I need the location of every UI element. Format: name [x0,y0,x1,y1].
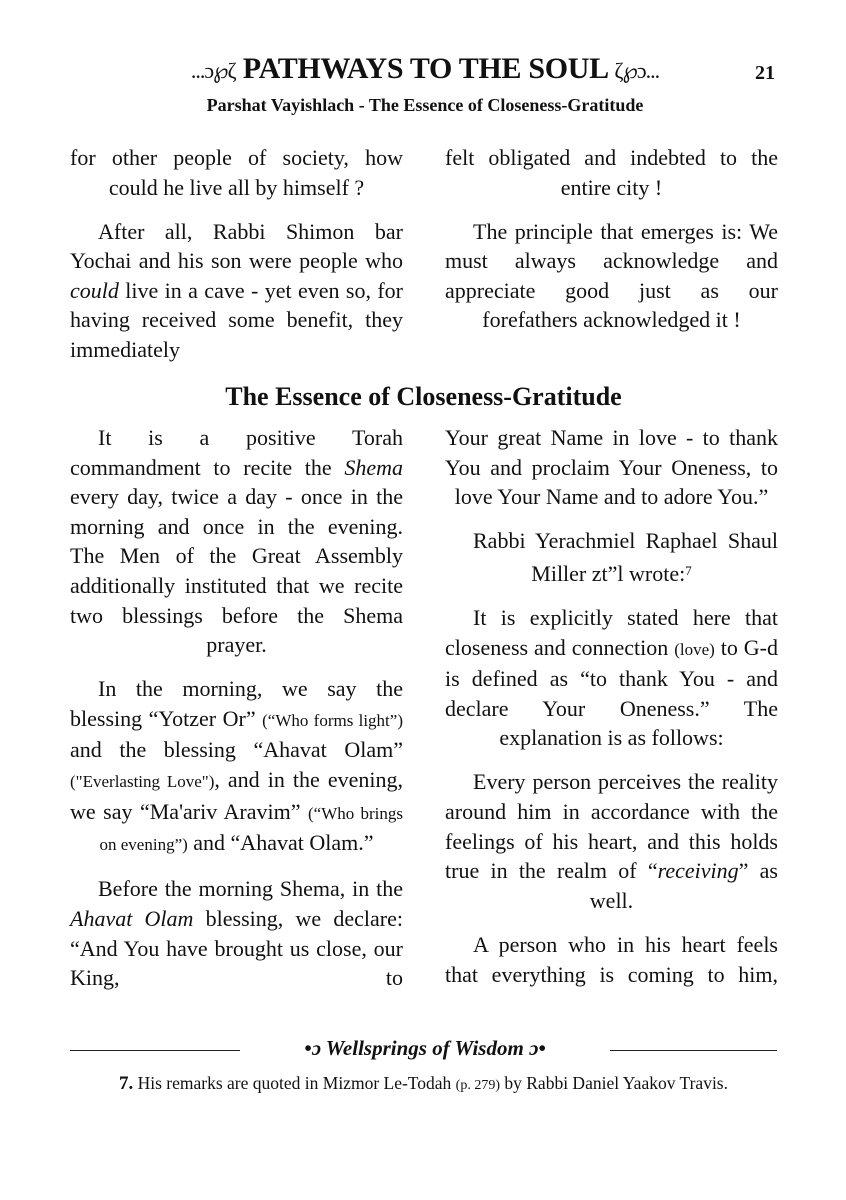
footnote [70,1071,777,1098]
translation: (“Who brings on evening”) [99,803,403,855]
translation: ("Everlasting Love") [70,772,215,792]
emphasis: Shema [344,454,403,480]
chapter-subtitle: Parshat Vayishlach - The Essence of Closeness-Gratitude [206,95,644,115]
text: It is a positive Torah commandment to recite the [70,425,403,480]
aside: (love) [674,639,715,659]
text: by Rabbi Daniel Yaakov Travis. [500,1073,728,1093]
paragraph: for other people of society, how could he live all by himself ? [70,145,403,200]
footnote-number: 7. [118,1073,134,1094]
paragraph [445,526,778,588]
paragraph: The principle that emerges is: We must always acknowledge and appreciate good just as our forefathers acknowledged it ! [445,218,778,333]
text: In the morning, we say the blessing “Yotzer Or” [70,676,403,731]
top-right-column [445,143,778,350]
ornament-left-icon: ...ɔ℘ζ [190,58,236,83]
text: Before the morning Shema, in the [98,876,403,902]
page-number: 21 [755,62,775,84]
text: blessing, we declare: “And You have brought us close, our King, to [70,905,404,991]
paragraph [70,217,403,365]
paragraph [445,603,778,753]
text: every day, twice a day - once in the morning and once in the evening. The Men of the Great Assembly additionally instituted that we recite two blessings before the Shema prayer. [70,484,403,658]
text: and the blessing “Ahavat Olam” [70,737,403,763]
paragraph: A person who in his heart feels that everything is coming to him, [445,931,778,987]
section-heading: The Essence of Closeness-Gratitude [225,382,622,411]
ornament-right-icon: ζ℘ɔ... [614,58,660,83]
text: Every person perceives the reality around him in accordance with the feelings of his heart, and this holds true in the realm of “ [445,769,778,884]
text: It is explicitly stated here that closeness and connection [445,604,778,660]
top-left-column [70,143,403,379]
section-right-column [445,423,778,1004]
running-header [130,52,720,86]
paragraph: Your great Name in love - to thank You and proclaim Your Oneness, to love Your Name and to adore You.” [445,425,778,510]
translation: (“Who forms light”) [262,710,403,730]
page-ref: (p. 279) [455,1078,500,1093]
paragraph [70,874,403,992]
book-title: PATHWAYS TO THE SOUL [242,52,608,85]
paragraph [70,674,403,860]
text: His remarks are quoted in Mizmor Le-Todah [133,1073,456,1093]
text: , and in the evening, we say “Ma'ariv Aravim” [70,767,403,824]
text: After all, Rabbi Shimon bar Yochai and his son were people who [70,218,403,274]
paragraph [70,423,403,660]
text: Rabbi Yerachmiel Raphael Shaul Miller zt”l wrote: [473,528,778,586]
emphasis: receiving [657,858,739,884]
text: and “Ahavat Olam.” [187,830,374,856]
paragraph: felt obligated and indebted to the entire city ! [445,145,778,200]
text: to G-d is defined as “to thank You - and declare Your Oneness.” The explanation is as follows: [445,634,779,751]
footnote-reference[interactable]: 7 [685,562,692,578]
footer-ornament-title: •ɔ Wellsprings of Wisdom ɔ• [240,1036,610,1061]
emphasis: Ahavat Olam [70,905,194,931]
text: ” as well. [589,858,778,913]
emphasis: could [70,277,119,303]
paragraph [445,767,778,915]
text: live in a cave - yet even so, for having received some benefit, they immediately [70,277,403,363]
section-left-column [70,423,403,1007]
